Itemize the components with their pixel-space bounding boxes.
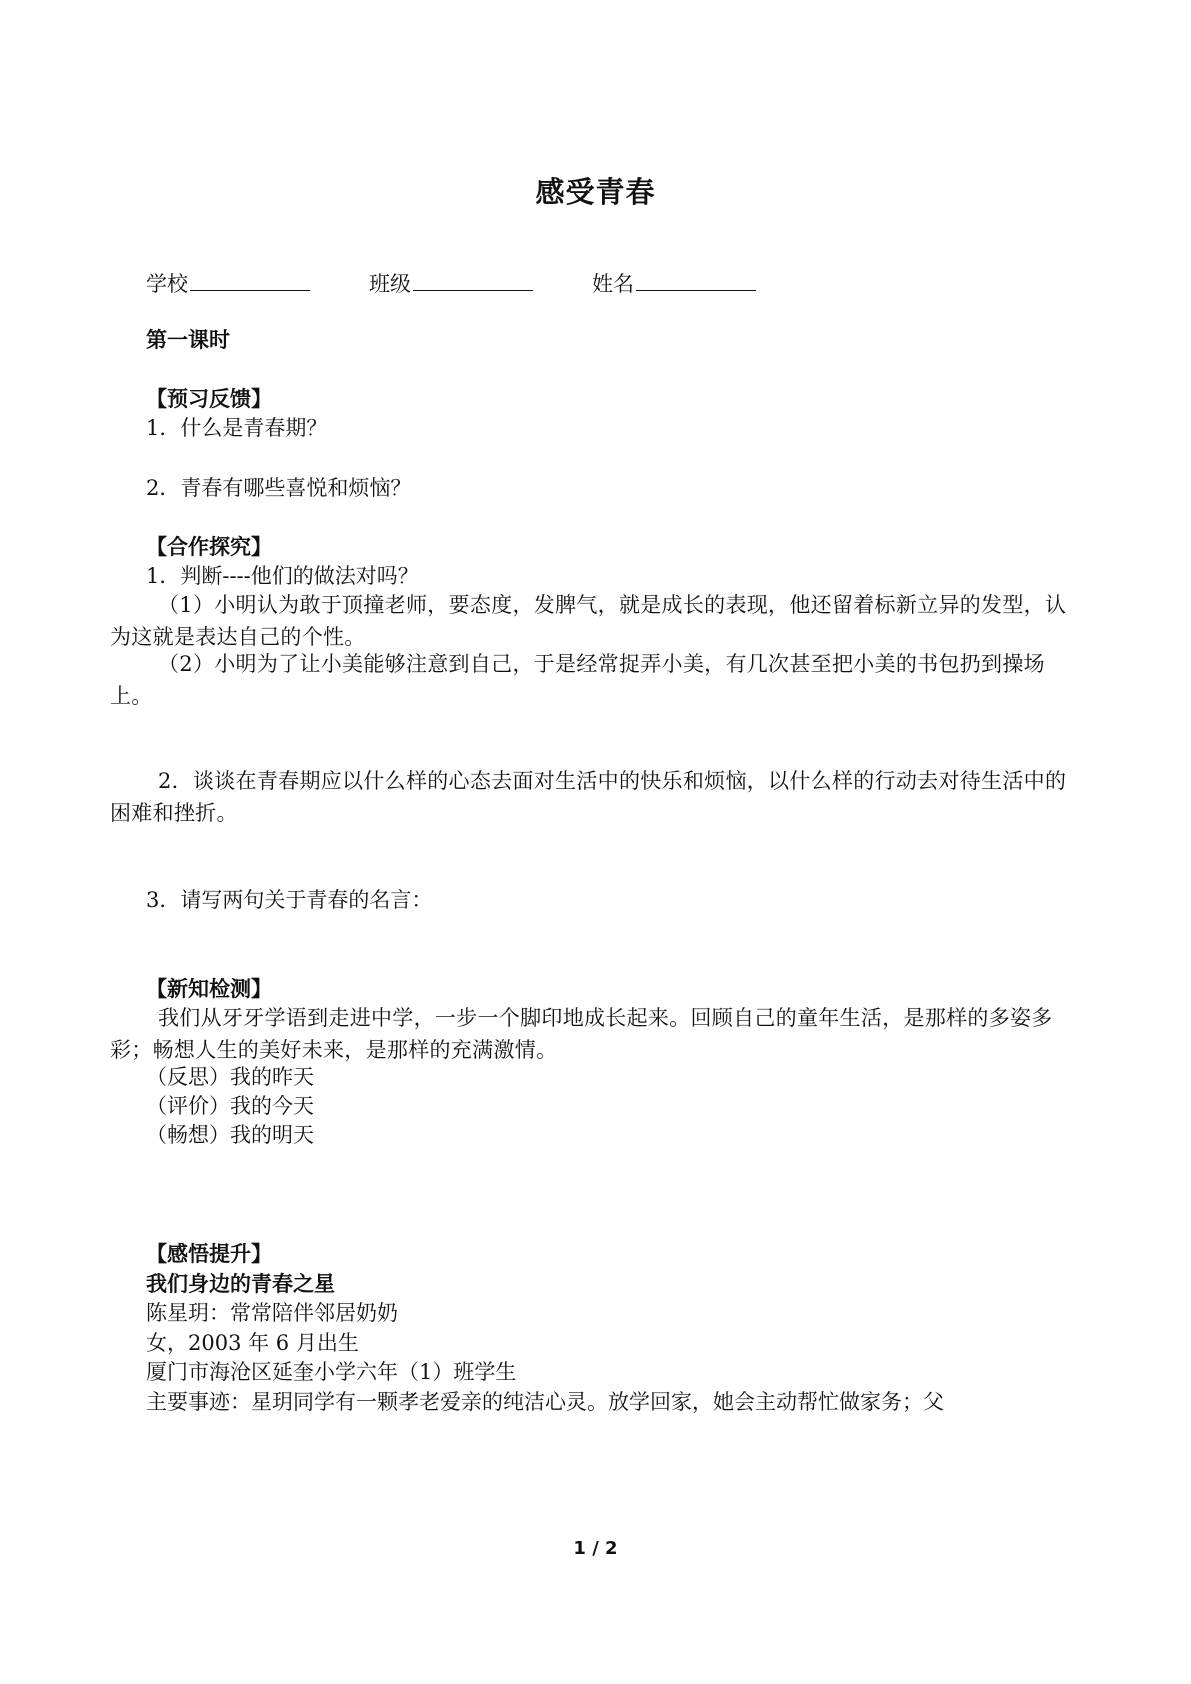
preview-question-1: 1．什么是青春期？ [146, 416, 328, 440]
preview-question-2: 2．青春有哪些喜悦和烦恼？ [146, 476, 412, 500]
check-item-3: （畅想）我的明天 [146, 1123, 314, 1147]
class-blank[interactable] [413, 268, 533, 291]
insight-subheading: 我们身边的青春之星 [146, 1272, 335, 1296]
class-label: 班级 [369, 272, 411, 296]
explore-question-2: 2．谈谈在青春期应以什么样的心态去面对生活中的快乐和烦恼，以什么样的行动去对待生活中的困难和挫折。 [110, 769, 1067, 825]
check-paragraph: 我们从牙牙学语到走进中学，一步一个脚印地成长起来。回顾自己的童年生活，是那样的多姿多彩；畅想人生的美好未来，是那样的充满激情。 [110, 1006, 1053, 1062]
insight-line-3: 厦门市海沧区延奎小学六年（1）班学生 [146, 1360, 517, 1384]
explore-heading: 【合作探究】 [146, 535, 272, 559]
school-field [146, 268, 310, 298]
page-number: 1 / 2 [573, 1538, 618, 1559]
insight-line-2: 女，2003 年 6 月出生 [146, 1331, 359, 1355]
class-field [369, 268, 533, 298]
check-item-2: （评价）我的今天 [146, 1094, 314, 1118]
insight-line-4: 主要事迹：星玥同学有一颗孝老爱亲的纯洁心灵。放学回家，她会主动帮忙做家务；父 [146, 1390, 944, 1414]
preview-heading: 【预习反馈】 [146, 387, 272, 411]
lesson-heading: 第一课时 [146, 328, 230, 352]
explore-question-1: 1．判断----他们的做法对吗？ [146, 564, 419, 588]
document-title: 感受青春 [535, 175, 656, 209]
school-blank[interactable] [190, 268, 310, 291]
insight-heading: 【感悟提升】 [146, 1242, 272, 1266]
explore-question-1b: （2）小明为了让小美能够注意到自己，于是经常捉弄小美，有几次甚至把小美的书包扔到操场上。 [110, 652, 1045, 708]
explore-question-1a: （1）小明认为敢于顶撞老师，要态度，发脾气，就是成长的表现，他还留着标新立异的发型，认为这就是表达自己的个性。 [110, 593, 1067, 649]
school-label: 学校 [146, 272, 188, 296]
explore-question-3: 3．请写两句关于青春的名言： [146, 888, 433, 912]
name-field [592, 268, 756, 298]
check-item-1: （反思）我的昨天 [146, 1065, 314, 1089]
insight-line-1: 陈星玥：常常陪伴邻居奶奶 [146, 1301, 398, 1325]
check-heading: 【新知检测】 [146, 977, 272, 1001]
name-label: 姓名 [592, 272, 634, 296]
name-blank[interactable] [636, 268, 756, 291]
